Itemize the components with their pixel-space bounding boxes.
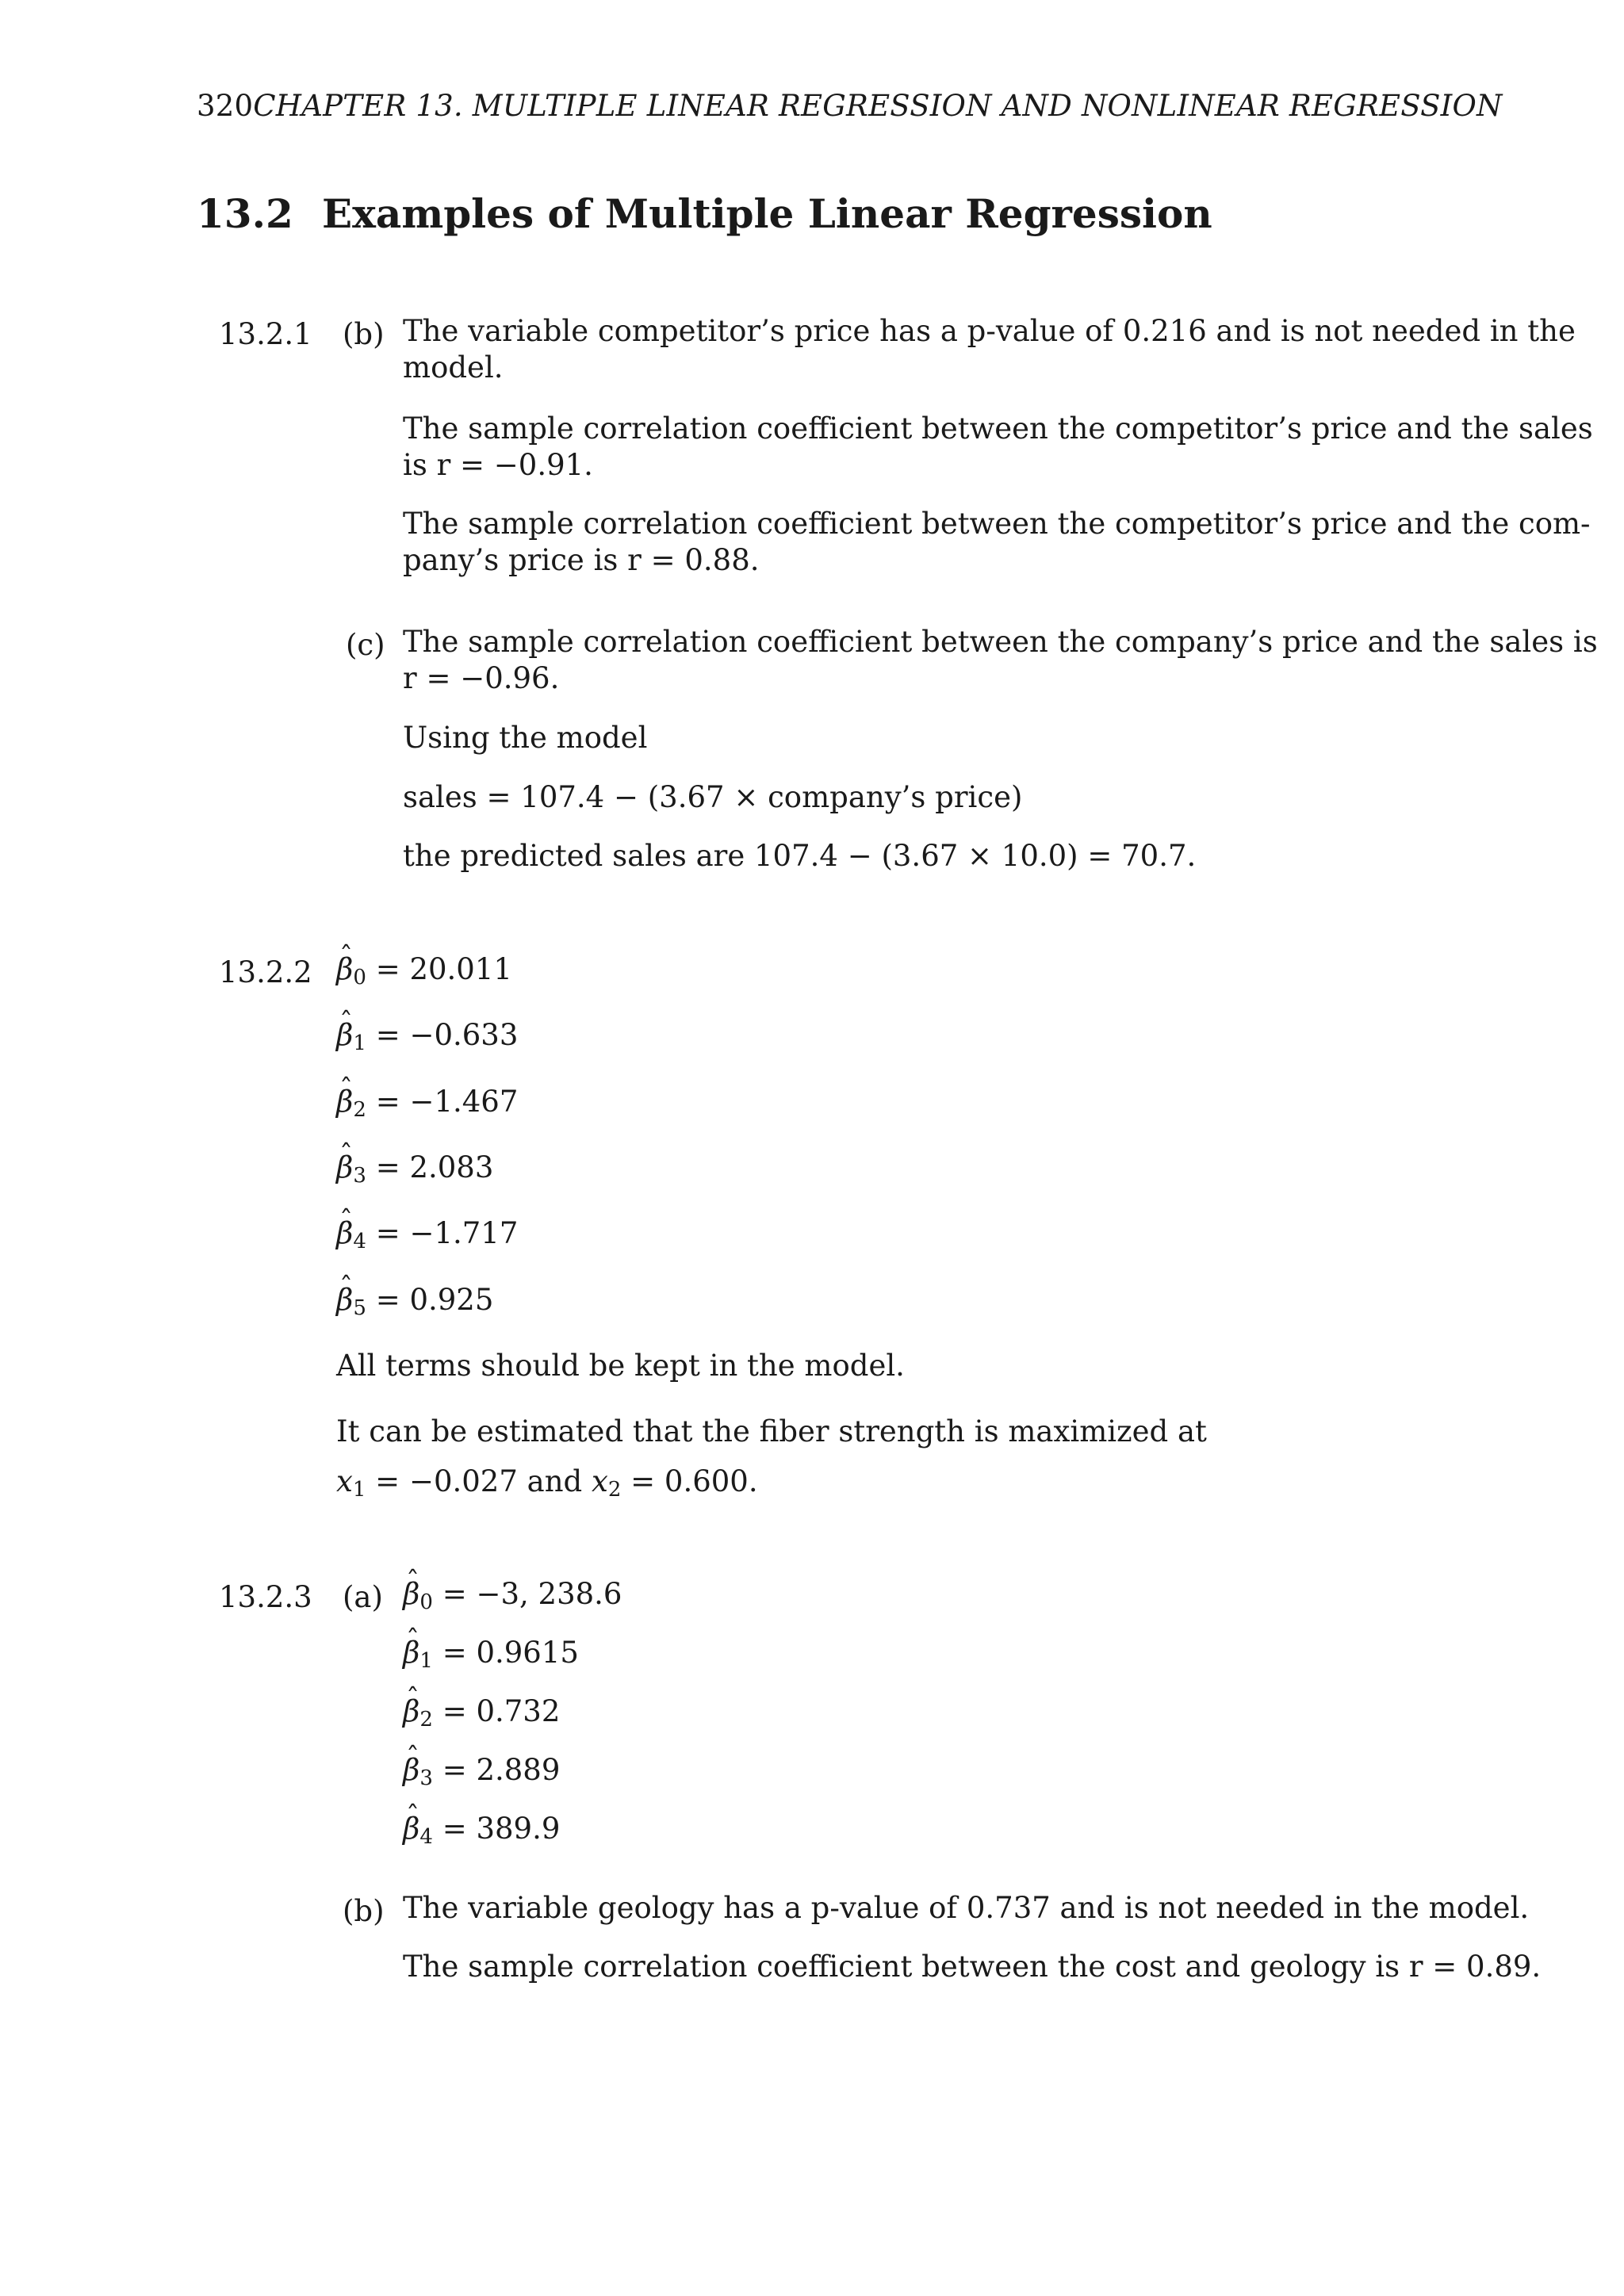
equation: sales = 107.4 − (3.67 × company’s price) <box>403 780 1023 814</box>
equation: ˆ $\beta_4 = 389.9$ <box>403 1811 560 1847</box>
section-heading <box>197 190 1212 237</box>
text-line: the predicted sales are 107.4 − (3.67 × 10.0) = 70.7. <box>403 839 1197 873</box>
part-label: (a) <box>343 1580 383 1614</box>
text-line: r = −0.96. <box>403 661 560 695</box>
equation: $x_1 = -0.027$ and $x_2 = 0.600$. <box>336 1464 758 1502</box>
section-number: 13.2 <box>197 190 293 237</box>
text-line: The sample correlation coefficient between the cost and geology is r = 0.89. <box>403 1950 1542 1984</box>
text-line: The sample correlation coefficient between the competitor’s price and the sales <box>403 411 1593 446</box>
paragraph <box>403 506 1591 579</box>
paragraph <box>403 313 1576 386</box>
text-line: pany’s price is r = 0.88. <box>403 543 760 577</box>
text-line: is r = −0.91. <box>403 448 593 482</box>
part-label: (b) <box>343 1894 385 1928</box>
equation: ˆ $\beta_1 = -0.633$ <box>336 1017 518 1054</box>
equation: ˆ $\beta_2 = -1.467$ <box>336 1084 518 1120</box>
equation: ˆ $\beta_0 = -3$, 238.6 <box>403 1576 622 1613</box>
equation: ˆ $\beta_1 = 0.9615$ <box>403 1635 579 1671</box>
equation: ˆ $\beta_5 = 0.925$ <box>336 1282 493 1318</box>
text-line: model. <box>403 350 504 385</box>
text-line: Using the model <box>403 721 648 755</box>
page-number: 320 <box>197 89 254 123</box>
equation: ˆ $\beta_3 = 2.083$ <box>336 1150 493 1186</box>
text-line: The variable geology has a p-value of 0.737 and is not needed in the model. <box>403 1891 1530 1925</box>
chapter-title: CHAPTER 13. MULTIPLE LINEAR REGRESSION AND NONLINEAR REGRESSION <box>253 89 1503 123</box>
problem-number: 13.2.1 <box>219 317 312 351</box>
equation: ˆ $\beta_3 = 2.889$ <box>403 1752 560 1789</box>
text-line: The sample correlation coefficient between the company’s price and the sales is <box>403 625 1598 659</box>
equation: ˆ $\beta_4 = -1.717$ <box>336 1215 518 1252</box>
problem-number: 13.2.2 <box>219 955 312 989</box>
paragraph <box>403 411 1593 484</box>
part-label: (c) <box>346 628 385 662</box>
section-title: Examples of Multiple Linear Regression <box>322 190 1212 237</box>
text-line: The sample correlation coefficient between the competitor’s price and the com- <box>403 507 1591 541</box>
text-line: The variable competitor’s price has a p-value of 0.216 and is not needed in the <box>403 314 1576 348</box>
equation: ˆ $\beta_0 = 20.011$ <box>336 951 512 988</box>
text-line: All terms should be kept in the model. <box>336 1349 905 1383</box>
text-line: It can be estimated that the fiber strength is maximized at <box>336 1414 1207 1448</box>
paragraph <box>403 624 1598 697</box>
equation: ˆ $\beta_2 = 0.732$ <box>403 1693 560 1730</box>
problem-number: 13.2.3 <box>219 1580 312 1614</box>
part-label: (b) <box>343 317 385 351</box>
running-head <box>197 89 1503 123</box>
